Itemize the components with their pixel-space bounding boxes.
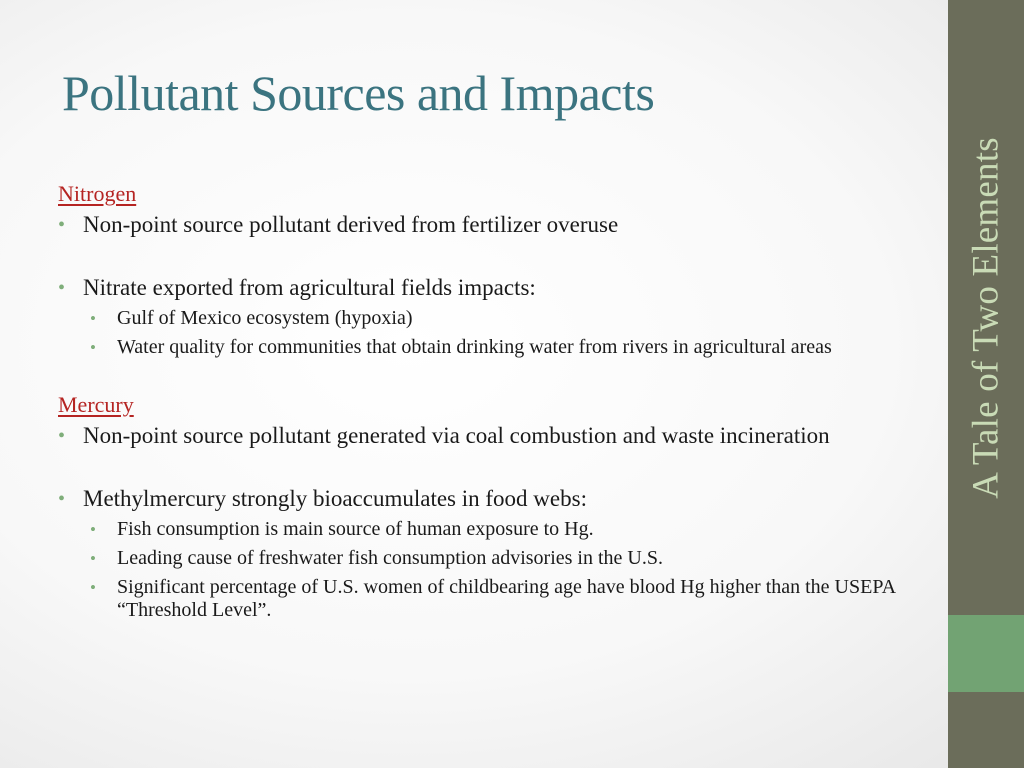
sub-bullet-item: • Gulf of Mexico ecosystem (hypoxia)	[58, 307, 918, 330]
sub-bullet-list	[58, 307, 918, 359]
sub-bullet-item: • Water quality for communities that obtain drinking water from rivers in agricultural areas	[58, 336, 918, 359]
sub-bullet-item: • Leading cause of freshwater fish consumption advisories in the U.S.	[58, 547, 918, 570]
bullet-item: • Methylmercury strongly bioaccumulates in food webs:	[58, 486, 918, 512]
section-heading: Mercury	[58, 392, 134, 417]
slide-title: Pollutant Sources and Impacts	[62, 65, 655, 121]
side-title: A Tale of Two Elements	[965, 137, 1007, 499]
bullet-list	[58, 486, 918, 512]
sub-bullet-item: • Significant percentage of U.S. women of childbearing age have blood Hg higher than the USEPA “Threshold Level”.	[58, 576, 918, 622]
sidebar-accent-block	[948, 615, 1024, 692]
bullet-item: • Nitrate exported from agricultural fields impacts:	[58, 275, 918, 301]
section-heading: Nitrogen	[58, 181, 137, 206]
section-mercury	[58, 391, 918, 622]
bullet-item: • Non-point source pollutant generated via coal combustion and waste incineration	[58, 423, 918, 449]
section-nitrogen	[58, 180, 918, 359]
bullet-list	[58, 423, 918, 449]
slide-content	[58, 180, 918, 622]
sub-bullet-list	[58, 518, 918, 622]
sub-bullet-item: • Fish consumption is main source of human exposure to Hg.	[58, 518, 918, 541]
bullet-list	[58, 275, 918, 301]
bullet-list	[58, 212, 918, 238]
bullet-item: • Non-point source pollutant derived from fertilizer overuse	[58, 212, 918, 238]
